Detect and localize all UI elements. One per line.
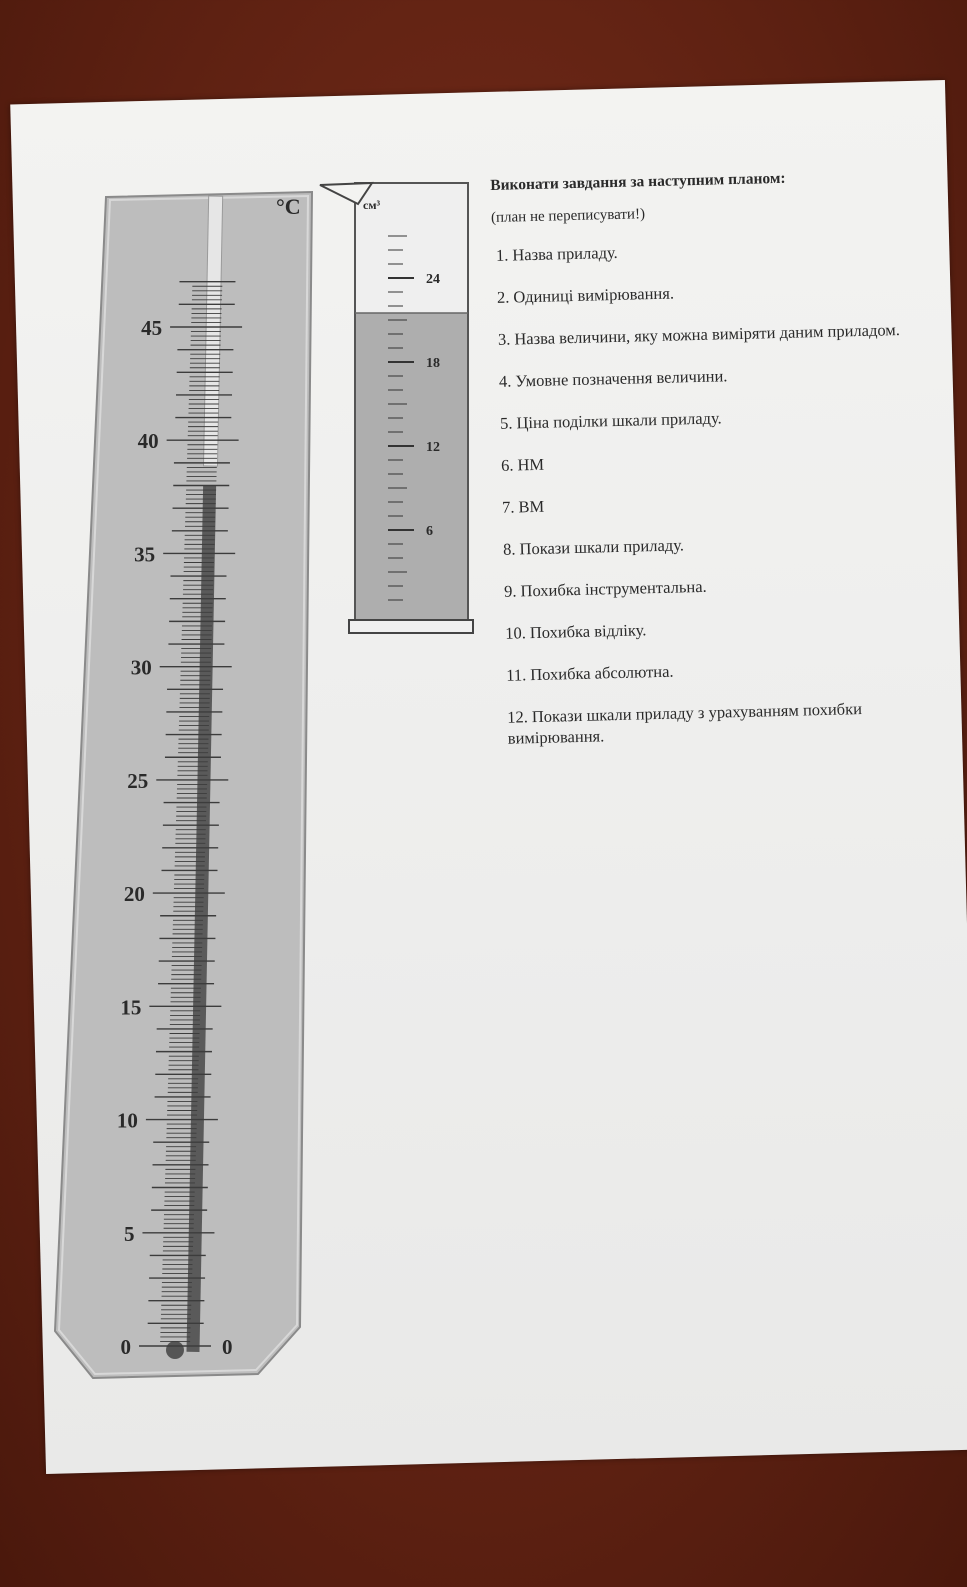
thermometer-tick-label: 20 — [123, 882, 145, 907]
list-item: 7. ВМ — [501, 496, 545, 517]
cylinder-tick-label: 18 — [426, 356, 440, 371]
list-item: 1. Назва приладу. — [495, 242, 618, 265]
thermometer-tick-label: 40 — [137, 429, 159, 454]
measuring-cylinder — [320, 183, 473, 633]
thermometer-tick-label: 35 — [134, 542, 156, 567]
cylinder-tick-label: 12 — [426, 440, 440, 455]
thermometer-tick-label: 45 — [141, 316, 163, 340]
thermometer-unit-label: °C — [276, 194, 301, 219]
thermometer-zero-right-label: 0 — [222, 1335, 233, 1359]
list-item: 4. Умовне позначення величини. — [498, 366, 728, 391]
cylinder-tick-label: 24 — [426, 272, 440, 287]
cylinder-liquid — [356, 313, 467, 619]
instructions-subtitle: (план не переписувати!) — [490, 206, 646, 226]
thermometer-tick-label: 30 — [130, 655, 152, 680]
thermometer-tick-label: 5 — [123, 1221, 135, 1246]
list-item: 2. Одиниці вимірювання. — [496, 283, 675, 307]
thermometer-tick-label: 15 — [120, 995, 142, 1020]
cylinder-tick-label: 6 — [426, 524, 433, 539]
list-item: 8. Покази шкали приладу. — [502, 535, 685, 559]
list-item: 9. Похибка інструментальна. — [503, 576, 707, 601]
list-item: 6. НМ — [500, 454, 545, 475]
thermometer-tick-label: 25 — [127, 768, 149, 793]
thermometer-tick-label: 0 — [120, 1335, 131, 1359]
thermometer-bulb — [166, 1341, 184, 1359]
instructions-title: Виконати завдання за наступним планом: — [490, 169, 786, 194]
thermometer-body — [55, 192, 312, 1378]
list-item: 5. Ціна поділки шкали приладу. — [499, 408, 722, 433]
list-item: 10. Похибка відліку. — [504, 620, 647, 643]
list-item: 12. Покази шкали приладу з урахуванням похибки вимірювання. — [507, 699, 863, 748]
cylinder-unit-label: см³ — [363, 198, 381, 212]
instructions-block — [490, 164, 934, 769]
list-item: 3. Назва величини, яку можна виміряти даним приладом. — [497, 320, 901, 349]
thermometer-tick-label: 10 — [116, 1108, 138, 1133]
list-item: 11. Похибка абсолютна. — [505, 661, 674, 685]
instructions-list — [492, 234, 934, 748]
cylinder-base — [349, 620, 473, 633]
